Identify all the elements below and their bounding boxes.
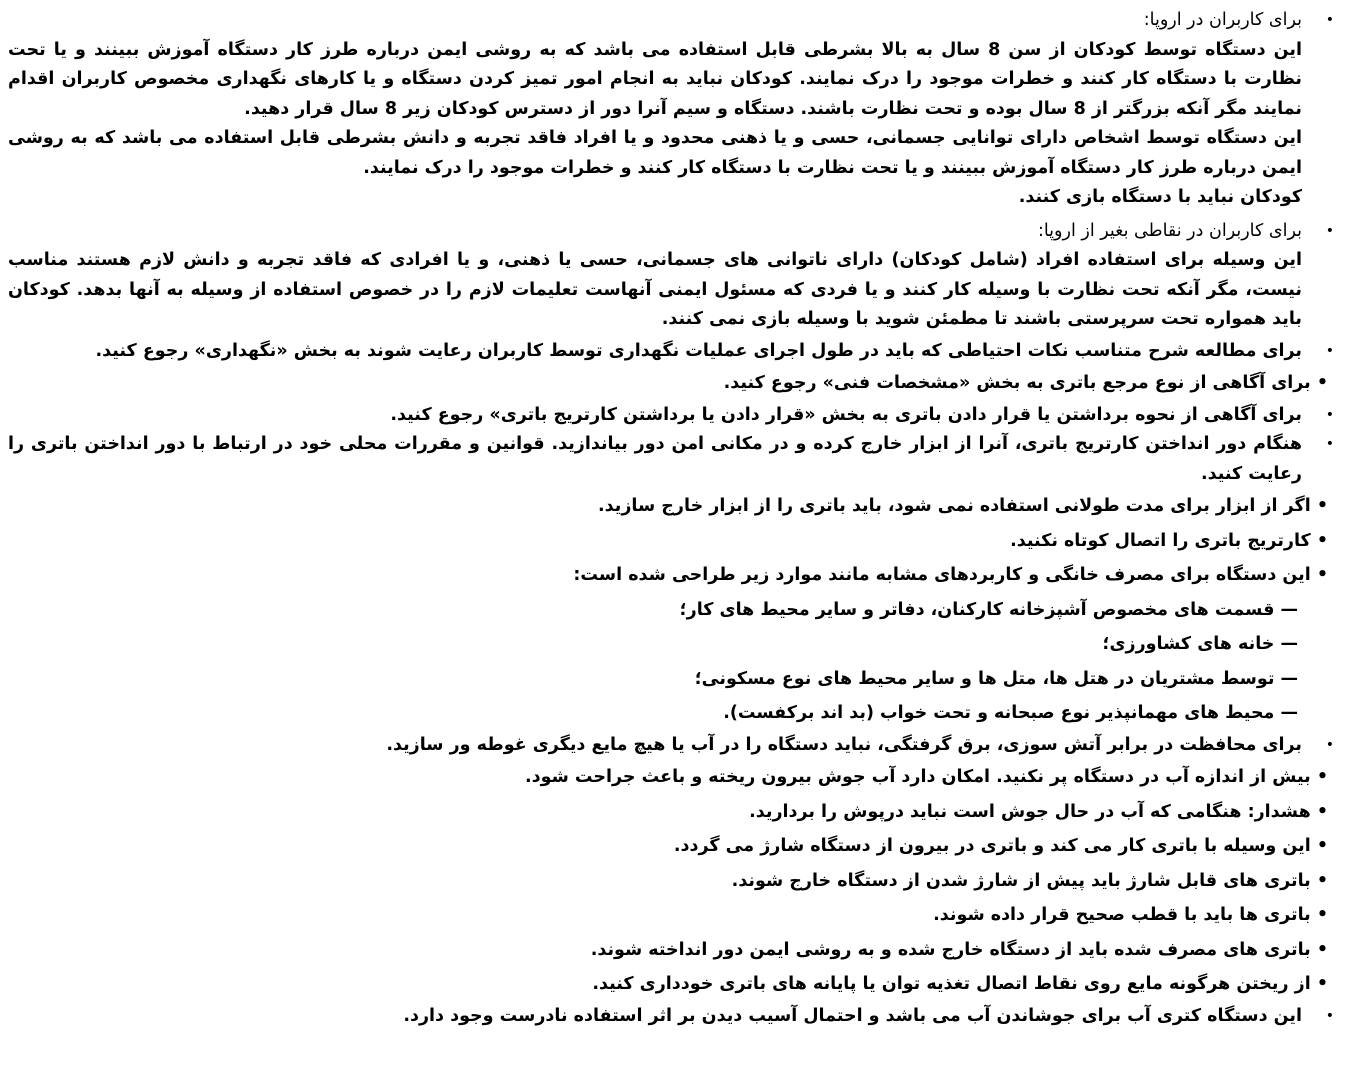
bullet: •: [1325, 342, 1334, 359]
dash: —: [1280, 668, 1298, 689]
list-item-non-europe: [8, 217, 1346, 335]
bullet: •: [1325, 222, 1334, 239]
bullet: •: [1316, 974, 1328, 994]
list-item-overfill: [8, 760, 1346, 795]
overfill-text: بیش از اندازه آب در دستگاه پر نکنید. امکان دارد آب جوش بیرون ریخته و باعث جراحت شود.: [524, 767, 1311, 787]
use-item-farm-houses: [8, 627, 1346, 662]
non-europe-paragraph: این وسیله برای استفاده افراد (شامل کودکان) دارای ناتوانی های جسمانی، حسی یا ذهنی، و یا افرادی که فاقد تجربه و دانش لازم هستند مناسب نیست، مگر آنکه تحت نظارت با وسیله کار کنند و یا فردی که مسئول ایمنی آنهاست تعلیمات لازم را در خصوص استفاده از وسیله به آنها بدهد. کودکان باید همواره تحت سرپرستی باشند تا مطمئن شوید با وسیله بازی نمی کنند.: [8, 250, 1302, 329]
long-storage-text: اگر از ابزار برای مدت طولانی استفاده نمی شود، باید باتری را از ابزار خارج سازید.: [598, 496, 1311, 516]
list-item-immersion: [8, 731, 1346, 761]
dash: —: [1280, 703, 1298, 723]
recharge-text: باتری های قابل شارژ باید پیش از شارژ شدن از دستگاه خارج شوند.: [731, 870, 1311, 891]
bullet: •: [1325, 736, 1334, 753]
list-item-misuse: [8, 1002, 1346, 1032]
use-item-staff-kitchen: [8, 593, 1346, 628]
bullet: •: [1316, 565, 1328, 585]
dash: —: [1280, 634, 1298, 654]
list-item-short-circuit: [8, 524, 1346, 559]
bullet: •: [1316, 870, 1328, 891]
list-item-exhausted: [8, 933, 1346, 968]
household-use-text: این دستگاه برای مصرف خانگی و کاربردهای مشابه مانند موارد زیر طراحی شده است:: [573, 565, 1311, 585]
use-text: خانه های کشاورزی؛: [1102, 634, 1275, 654]
europe-paragraph-2: این دستگاه توسط اشخاص دارای توانایی جسمانی، حسی و یا ذهنی محدود و یا افراد فاقد تجربه و دانش بشرطی قابل استفاده می باشد که به روشی ایمن درباره طرز کار دستگاه آموزش ببینند و یا تحت نظارت با دستگاه کار کنند و خطرات موجود را درک نمایند.: [8, 128, 1302, 178]
bullet: •: [1316, 496, 1328, 516]
list-item-battery-insert: [8, 401, 1346, 431]
battery-type-text: برای آگاهی از نوع مرجع باتری به بخش «مشخصات فنی» رجوع کنید.: [723, 373, 1311, 393]
bullet: •: [1316, 373, 1328, 393]
battery-insert-text: برای آگاهی از نحوه برداشتن یا قرار دادن باتری به بخش «قرار دادن یا برداشتن کارتریج باتری» رجوع کنید.: [390, 404, 1302, 425]
use-text: توسط مشتریان در هتل ها، متل ها و سایر محیط های نوع مسکونی؛: [694, 668, 1275, 689]
europe-paragraph-3: کودکان نباید با دستگاه بازی کنند.: [1018, 187, 1302, 207]
bullet: •: [1325, 406, 1334, 423]
use-item-bed-and-breakfast: [8, 696, 1346, 731]
immersion-text: برای محافظت در برابر آتش سوزی، برق گرفتگی، نباید دستگاه را در آب یا هیچ مایع دیگری غوطه ور سازید.: [386, 734, 1302, 755]
bullet: •: [1325, 436, 1334, 452]
bullet: •: [1325, 12, 1334, 28]
use-text: قسمت های مخصوص آشپزخانه کارکنان، دفاتر و سایر محیط های کار؛: [679, 599, 1275, 620]
list-item-lid-warning: [8, 795, 1346, 830]
list-item-battery-disposal: [8, 430, 1346, 489]
list-item-household-use: [8, 558, 1346, 593]
europe-heading: برای کاربران در اروپا:: [1143, 10, 1302, 30]
list-item-maintenance: [8, 337, 1346, 367]
bullet: •: [1316, 767, 1328, 787]
use-item-hotels: [8, 662, 1346, 697]
use-text: محیط های مهمانپذیر نوع صبحانه و تحت خواب (بد اند برکفست).: [723, 703, 1275, 723]
battery-disposal-text: هنگام دور انداختن کارتریج باتری، آنرا از ابزار خارج کرده و در مکانی امن دور بیاندازید. قوانین و مقررات محلی خود در ارتباط با دور انداختن باتری را رعایت کنید.: [8, 434, 1302, 484]
bullet: •: [1325, 1007, 1334, 1024]
polarity-text: باتری ها باید با قطب صحیح قرار داده شوند.: [933, 905, 1311, 925]
battery-operated-text: این وسیله با باتری کار می کند و باتری در بیرون از دستگاه شارژ می گردد.: [673, 836, 1311, 856]
list-item-europe: [8, 6, 1346, 213]
list-item-long-storage: [8, 489, 1346, 524]
list-item-battery-type: [8, 366, 1346, 401]
list-item-recharge: [8, 864, 1346, 899]
bullet: •: [1316, 801, 1328, 822]
maintenance-text: برای مطالعه شرح متناسب نکات احتیاطی که باید در طول اجرای عملیات نگهداری توسط کاربران رعایت شوند به بخش «نگهداری» رجوع کنید.: [95, 340, 1302, 361]
misuse-text: این دستگاه کتری آب برای جوشاندن آب می باشد و احتمال آسیب دیدن بر اثر استفاده نادرست وجود دارد.: [403, 1005, 1302, 1026]
short-circuit-text: کارتریج باتری را اتصال کوتاه نکنید.: [1010, 530, 1311, 551]
bullet: •: [1316, 905, 1328, 925]
list-item-spill: [8, 967, 1346, 1002]
exhausted-text: باتری های مصرف شده باید از دستگاه خارج شده و به روشی ایمن دور انداخته شوند.: [590, 939, 1311, 960]
bullet: •: [1316, 836, 1328, 856]
bullet: •: [1316, 939, 1328, 960]
dash: —: [1280, 599, 1298, 620]
non-europe-heading: برای کاربران در نقاطی بغیر از اروپا:: [1037, 220, 1302, 241]
lid-warning-text: هشدار: هنگامی که آب در حال جوش است نباید درپوش را بردارید.: [749, 801, 1311, 822]
spill-text: از ریختن هرگونه مایع روی نقاط اتصال تغذیه توان یا پایانه های باتری خودداری کنید.: [592, 974, 1311, 994]
safety-instructions-page: [8, 6, 1346, 1086]
bullet: •: [1316, 530, 1328, 551]
list-item-polarity: [8, 898, 1346, 933]
europe-paragraph-1: این دستگاه توسط کودکان از سن 8 سال به بالا بشرطی قابل استفاده می باشد که به روشی ایمن درباره طرز کار دستگاه آموزش ببینند و یا تحت نظارت با دستگاه کار کنند و خطرات موجود را درک نمایند. کودکان نباید به انجام امور تمیز کردن دستگاه و یا کارهای نگهداری مخصوص کاربران اقدام نمایند مگر آنکه بزرگتر از 8 سال بوده و تحت نظارت باشند. دستگاه و سیم آنرا دور از دسترس کودکان زیر 8 سال قرار دهید.: [8, 39, 1303, 119]
list-item-battery-operated: [8, 829, 1346, 864]
